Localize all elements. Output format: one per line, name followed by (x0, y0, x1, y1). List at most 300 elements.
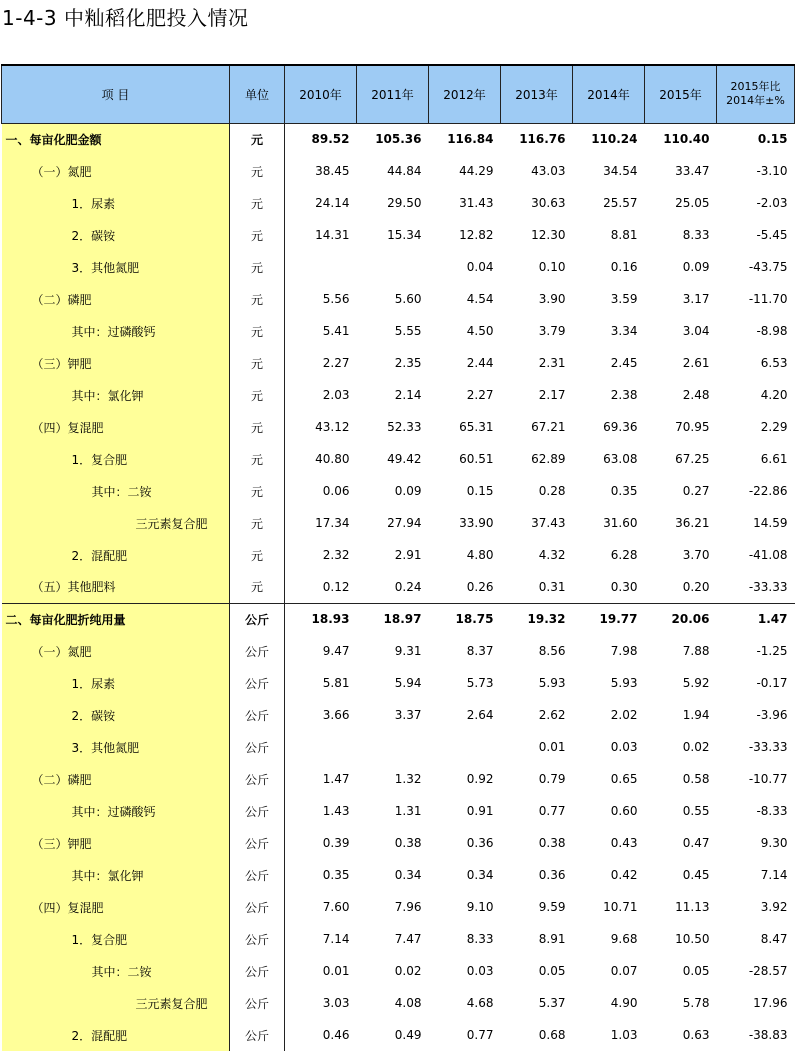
cell-value: 116.84 (429, 123, 501, 155)
table-row (2, 507, 795, 539)
cell-value: 70.95 (675, 420, 710, 434)
cell-value: 3.70 (682, 548, 710, 562)
cell-value: 24.14 (315, 196, 350, 210)
cell-value: 3.79 (538, 324, 566, 338)
cell-change-pct: -10.77 (748, 772, 788, 786)
cell-change-pct: -11.70 (748, 292, 788, 306)
cell-value: 62.89 (531, 452, 566, 466)
row-unit: 公斤 (230, 827, 285, 859)
cell-change-pct: -38.83 (748, 1028, 788, 1042)
row-unit: 公斤 (230, 603, 285, 635)
cell-value: 12.30 (531, 228, 566, 242)
cell-value: 0.55 (682, 804, 710, 818)
cell-value: 0.16 (610, 260, 638, 274)
row-label: 其中：二铵 (2, 955, 230, 987)
header-year: 2013年 (501, 65, 573, 123)
cell-value: 10.71 (603, 900, 638, 914)
cell-value: 40.80 (315, 452, 350, 466)
row-unit: 元 (230, 379, 285, 411)
row-label: 三元素复合肥 (2, 987, 230, 1019)
cell-value: 8.91 (538, 932, 566, 946)
row-unit: 公斤 (230, 667, 285, 699)
cell-change-pct: -5.45 (756, 228, 788, 242)
table-row (2, 283, 795, 315)
row-unit: 公斤 (230, 763, 285, 795)
table-row (2, 347, 795, 379)
cell-value: 0.10 (538, 260, 566, 274)
row-label: （五）其他肥料 (2, 571, 230, 603)
cell-value: 2.64 (466, 708, 494, 722)
cell-value: 5.92 (682, 676, 710, 690)
cell-value: 0.63 (682, 1028, 710, 1042)
cell-change-pct: -3.96 (756, 708, 788, 722)
cell-value: 0.35 (322, 868, 350, 882)
table-row (2, 731, 795, 763)
cell-value: 8.33 (466, 932, 494, 946)
table-row (2, 795, 795, 827)
cell-change-pct: -41.08 (748, 548, 788, 562)
header-change (717, 65, 795, 123)
cell-value: 2.48 (682, 388, 710, 402)
cell-value: 20.06 (645, 603, 717, 635)
cell-value: 0.36 (466, 836, 494, 850)
cell-value: 5.73 (466, 676, 494, 690)
cell-value: 30.63 (531, 196, 566, 210)
cell-value: 7.98 (610, 644, 638, 658)
cell-value: 6.28 (610, 548, 638, 562)
cell-value: 9.47 (322, 644, 350, 658)
cell-value: 4.80 (466, 548, 494, 562)
table-row (2, 699, 795, 731)
cell-change-pct: 0.15 (717, 123, 795, 155)
cell-change-pct: 9.30 (760, 836, 788, 850)
cell-value: 18.93 (285, 603, 357, 635)
cell-value: 49.42 (387, 452, 422, 466)
cell-value: 110.24 (573, 123, 645, 155)
row-unit: 元 (230, 507, 285, 539)
cell-change-pct: -2.03 (756, 196, 788, 210)
cell-value: 0.24 (394, 579, 422, 594)
cell-value (285, 251, 357, 283)
cell-value: 3.59 (610, 292, 638, 306)
header-year: 2010年 (285, 65, 357, 123)
cell-value: 5.56 (322, 292, 350, 306)
cell-value: 0.12 (322, 579, 350, 594)
table-row (2, 667, 795, 699)
row-unit: 元 (230, 187, 285, 219)
row-label: 一、每亩化肥金额 (2, 123, 230, 155)
table-row (2, 955, 795, 987)
cell-value: 0.09 (682, 260, 710, 274)
cell-value: 3.04 (682, 324, 710, 338)
cell-value: 9.31 (394, 644, 422, 658)
cell-value: 5.55 (394, 324, 422, 338)
cell-value: 60.51 (459, 452, 494, 466)
row-label: 二、每亩化肥折纯用量 (2, 603, 230, 635)
table-row (2, 603, 795, 635)
cell-value: 0.65 (610, 772, 638, 786)
cell-value: 18.97 (357, 603, 429, 635)
cell-value: 7.88 (682, 644, 710, 658)
row-unit: 公斤 (230, 635, 285, 667)
cell-change-pct: 7.14 (760, 868, 788, 882)
cell-value: 69.36 (603, 420, 638, 434)
cell-value: 2.02 (610, 708, 638, 722)
cell-value: 0.47 (682, 836, 710, 850)
cell-value: 4.68 (466, 996, 494, 1010)
row-unit: 元 (230, 155, 285, 187)
cell-value: 0.06 (322, 484, 350, 498)
cell-value: 33.47 (675, 164, 710, 178)
table-row (2, 987, 795, 1019)
cell-change-pct: -28.57 (748, 964, 788, 978)
cell-value: 9.59 (538, 900, 566, 914)
cell-value: 3.34 (610, 324, 638, 338)
cell-value: 3.37 (394, 708, 422, 722)
cell-value: 0.77 (538, 804, 566, 818)
cell-value: 8.56 (538, 644, 566, 658)
cell-value: 33.90 (459, 516, 494, 530)
cell-value: 2.61 (682, 356, 710, 370)
row-label: 其中：过磷酸钙 (2, 795, 230, 827)
row-label: （二）磷肥 (2, 763, 230, 795)
row-unit: 公斤 (230, 699, 285, 731)
table-row (2, 1019, 795, 1051)
cell-value (357, 251, 429, 283)
cell-value: 3.90 (538, 292, 566, 306)
cell-value: 0.02 (682, 740, 710, 754)
cell-value: 0.60 (610, 804, 638, 818)
cell-value: 2.17 (538, 388, 566, 402)
cell-value: 9.68 (610, 932, 638, 946)
cell-value: 25.05 (675, 196, 710, 210)
table-row (2, 827, 795, 859)
cell-value: 5.60 (394, 292, 422, 306)
row-unit: 公斤 (230, 731, 285, 763)
row-label: 其中：过磷酸钙 (2, 315, 230, 347)
row-unit: 元 (230, 475, 285, 507)
cell-value (357, 731, 429, 763)
cell-change-pct: -33.33 (748, 740, 788, 754)
cell-value (285, 731, 357, 763)
cell-value: 7.47 (394, 932, 422, 946)
table-row (2, 859, 795, 891)
cell-change-pct: 6.53 (760, 356, 788, 370)
cell-value: 1.47 (322, 772, 350, 786)
cell-value: 44.29 (459, 164, 494, 178)
cell-value: 4.08 (394, 996, 422, 1010)
row-label: 其中：氯化钾 (2, 859, 230, 891)
cell-value: 2.91 (394, 548, 422, 562)
cell-value: 0.36 (538, 868, 566, 882)
cell-value: 34.54 (603, 164, 638, 178)
cell-value: 4.54 (466, 292, 494, 306)
header-unit: 单位 (230, 65, 285, 123)
cell-value: 0.46 (322, 1028, 350, 1042)
header-change-line1: 2015年比 (730, 80, 781, 94)
fertilizer-table (1, 64, 795, 1051)
row-label: 三元素复合肥 (2, 507, 230, 539)
row-label: （一）氮肥 (2, 635, 230, 667)
cell-value: 17.34 (315, 516, 350, 530)
cell-value: 0.91 (466, 804, 494, 818)
row-label: 3．其他氮肥 (2, 731, 230, 763)
header-year: 2015年 (645, 65, 717, 123)
cell-change-pct: 3.92 (760, 900, 788, 914)
cell-value (429, 731, 501, 763)
table-row (2, 379, 795, 411)
header-row (2, 65, 795, 123)
cell-value: 0.26 (466, 579, 494, 594)
cell-value: 0.45 (682, 868, 710, 882)
cell-value: 1.03 (610, 1028, 638, 1042)
row-unit: 公斤 (230, 795, 285, 827)
table-row (2, 763, 795, 795)
row-label: 2．碳铵 (2, 219, 230, 251)
table-row (2, 635, 795, 667)
cell-value: 0.28 (538, 484, 566, 498)
cell-value: 2.45 (610, 356, 638, 370)
cell-value: 31.60 (603, 516, 638, 530)
cell-value: 0.01 (322, 964, 350, 978)
cell-change-pct: -8.98 (756, 324, 788, 338)
cell-value: 4.32 (538, 548, 566, 562)
header-item: 项 目 (2, 65, 230, 123)
cell-value: 2.32 (322, 548, 350, 562)
cell-value: 0.68 (538, 1028, 566, 1042)
header-year: 2014年 (573, 65, 645, 123)
cell-value: 105.36 (357, 123, 429, 155)
table-row (2, 443, 795, 475)
row-label: （一）氮肥 (2, 155, 230, 187)
table-row (2, 411, 795, 443)
cell-value: 2.03 (322, 388, 350, 402)
cell-value: 0.43 (610, 836, 638, 850)
cell-value: 0.27 (682, 484, 710, 498)
cell-value: 11.13 (675, 900, 710, 914)
row-unit: 元 (230, 283, 285, 315)
cell-value: 0.09 (394, 484, 422, 498)
cell-change-pct: -33.33 (748, 579, 788, 594)
table-row (2, 475, 795, 507)
cell-value: 15.34 (387, 228, 422, 242)
cell-change-pct: -1.25 (756, 644, 788, 658)
row-label: （三）钾肥 (2, 347, 230, 379)
row-label: 其中：氯化钾 (2, 379, 230, 411)
row-unit: 元 (230, 539, 285, 571)
row-label: 1．复合肥 (2, 923, 230, 955)
cell-value: 0.79 (538, 772, 566, 786)
cell-value: 4.50 (466, 324, 494, 338)
row-unit: 公斤 (230, 1019, 285, 1051)
cell-value: 12.82 (459, 228, 494, 242)
cell-value: 0.20 (682, 579, 710, 594)
cell-value: 2.14 (394, 388, 422, 402)
row-unit: 公斤 (230, 987, 285, 1019)
table-row (2, 155, 795, 187)
table-row (2, 923, 795, 955)
cell-value: 2.62 (538, 708, 566, 722)
cell-value: 0.02 (394, 964, 422, 978)
cell-value: 116.76 (501, 123, 573, 155)
cell-value: 0.34 (466, 868, 494, 882)
cell-value: 5.37 (538, 996, 566, 1010)
cell-value: 4.90 (610, 996, 638, 1010)
cell-value: 25.57 (603, 196, 638, 210)
row-label: 其中：二铵 (2, 475, 230, 507)
header-year: 2011年 (357, 65, 429, 123)
table-row (2, 219, 795, 251)
cell-value: 0.04 (466, 260, 494, 274)
cell-value: 52.33 (387, 420, 422, 434)
cell-value: 8.81 (610, 228, 638, 242)
row-label: （二）磷肥 (2, 283, 230, 315)
row-label: （三）钾肥 (2, 827, 230, 859)
cell-value: 27.94 (387, 516, 422, 530)
cell-value: 0.34 (394, 868, 422, 882)
row-unit: 元 (230, 251, 285, 283)
row-unit: 元 (230, 443, 285, 475)
cell-change-pct: 17.96 (753, 996, 788, 1010)
cell-value: 2.44 (466, 356, 494, 370)
cell-value: 67.21 (531, 420, 566, 434)
row-unit: 元 (230, 123, 285, 155)
cell-value: 0.77 (466, 1028, 494, 1042)
cell-value: 9.10 (466, 900, 494, 914)
cell-value: 43.03 (531, 164, 566, 178)
table-row (2, 123, 795, 155)
cell-change-pct: 14.59 (753, 516, 788, 530)
cell-value: 3.66 (322, 708, 350, 722)
cell-value: 2.27 (466, 388, 494, 402)
row-label: 2．混配肥 (2, 539, 230, 571)
cell-value: 0.31 (538, 579, 566, 594)
cell-change-pct: -8.33 (756, 804, 788, 818)
cell-value: 0.39 (322, 836, 350, 850)
cell-value: 7.96 (394, 900, 422, 914)
cell-value: 18.75 (429, 603, 501, 635)
cell-value: 67.25 (675, 452, 710, 466)
cell-value: 2.31 (538, 356, 566, 370)
cell-change-pct: -0.17 (756, 676, 788, 690)
cell-change-pct: -22.86 (748, 484, 788, 498)
cell-value: 7.14 (322, 932, 350, 946)
cell-value: 31.43 (459, 196, 494, 210)
row-unit: 公斤 (230, 923, 285, 955)
cell-value: 3.17 (682, 292, 710, 306)
row-label: 2．混配肥 (2, 1019, 230, 1051)
cell-value: 0.05 (682, 964, 710, 978)
cell-value: 3.03 (322, 996, 350, 1010)
cell-value: 19.77 (573, 603, 645, 635)
row-unit: 元 (230, 411, 285, 443)
cell-value: 8.37 (466, 644, 494, 658)
table-row (2, 187, 795, 219)
cell-value: 0.42 (610, 868, 638, 882)
cell-change-pct: -43.75 (748, 260, 788, 274)
table-row (2, 571, 795, 603)
cell-value: 5.93 (610, 676, 638, 690)
cell-value: 0.92 (466, 772, 494, 786)
cell-value: 0.05 (538, 964, 566, 978)
cell-value: 0.15 (466, 484, 494, 498)
cell-value: 5.81 (322, 676, 350, 690)
cell-change-pct: -3.10 (756, 164, 788, 178)
cell-value: 1.32 (394, 772, 422, 786)
cell-value: 38.45 (315, 164, 350, 178)
header-change-line2: 2014年±% (726, 94, 785, 108)
cell-value: 89.52 (285, 123, 357, 155)
row-unit: 元 (230, 219, 285, 251)
cell-value: 19.32 (501, 603, 573, 635)
cell-value: 1.31 (394, 804, 422, 818)
cell-value: 65.31 (459, 420, 494, 434)
cell-value: 0.38 (394, 836, 422, 850)
cell-value: 5.41 (322, 324, 350, 338)
row-unit: 公斤 (230, 955, 285, 987)
row-unit: 元 (230, 571, 285, 603)
cell-value: 0.35 (610, 484, 638, 498)
table-row (2, 891, 795, 923)
row-unit: 公斤 (230, 859, 285, 891)
table-row (2, 315, 795, 347)
cell-change-pct: 1.47 (717, 603, 795, 635)
cell-value: 37.43 (531, 516, 566, 530)
cell-value: 10.50 (675, 932, 710, 946)
cell-value: 44.84 (387, 164, 422, 178)
row-label: 1．尿素 (2, 187, 230, 219)
cell-value: 2.27 (322, 356, 350, 370)
row-unit: 元 (230, 347, 285, 379)
row-label: 1．尿素 (2, 667, 230, 699)
table-row (2, 251, 795, 283)
cell-value: 14.31 (315, 228, 350, 242)
cell-value: 5.94 (394, 676, 422, 690)
row-label: 3．其他氮肥 (2, 251, 230, 283)
cell-change-pct: 2.29 (760, 420, 788, 434)
cell-value: 2.38 (610, 388, 638, 402)
row-label: 1．复合肥 (2, 443, 230, 475)
cell-value: 0.38 (538, 836, 566, 850)
cell-value: 0.49 (394, 1028, 422, 1042)
row-unit: 公斤 (230, 891, 285, 923)
row-label: （四）复混肥 (2, 411, 230, 443)
row-label: 2．碳铵 (2, 699, 230, 731)
cell-value: 0.03 (466, 964, 494, 978)
cell-change-pct: 4.20 (760, 388, 788, 402)
cell-value: 0.58 (682, 772, 710, 786)
cell-value: 29.50 (387, 196, 422, 210)
cell-value: 43.12 (315, 420, 350, 434)
cell-value: 36.21 (675, 516, 710, 530)
cell-value: 0.01 (538, 740, 566, 754)
cell-value: 110.40 (645, 123, 717, 155)
cell-change-pct: 8.47 (760, 932, 788, 946)
header-year: 2012年 (429, 65, 501, 123)
cell-value: 0.30 (610, 579, 638, 594)
cell-value: 1.94 (682, 708, 710, 722)
cell-value: 2.35 (394, 356, 422, 370)
row-label: （四）复混肥 (2, 891, 230, 923)
page-title: 1-4-3 中籼稻化肥投入情况 (2, 6, 249, 30)
cell-value: 1.43 (322, 804, 350, 818)
row-unit: 元 (230, 315, 285, 347)
cell-value: 5.78 (682, 996, 710, 1010)
table-body (2, 123, 795, 1051)
cell-value: 0.07 (610, 964, 638, 978)
cell-value: 63.08 (603, 452, 638, 466)
cell-value: 5.93 (538, 676, 566, 690)
